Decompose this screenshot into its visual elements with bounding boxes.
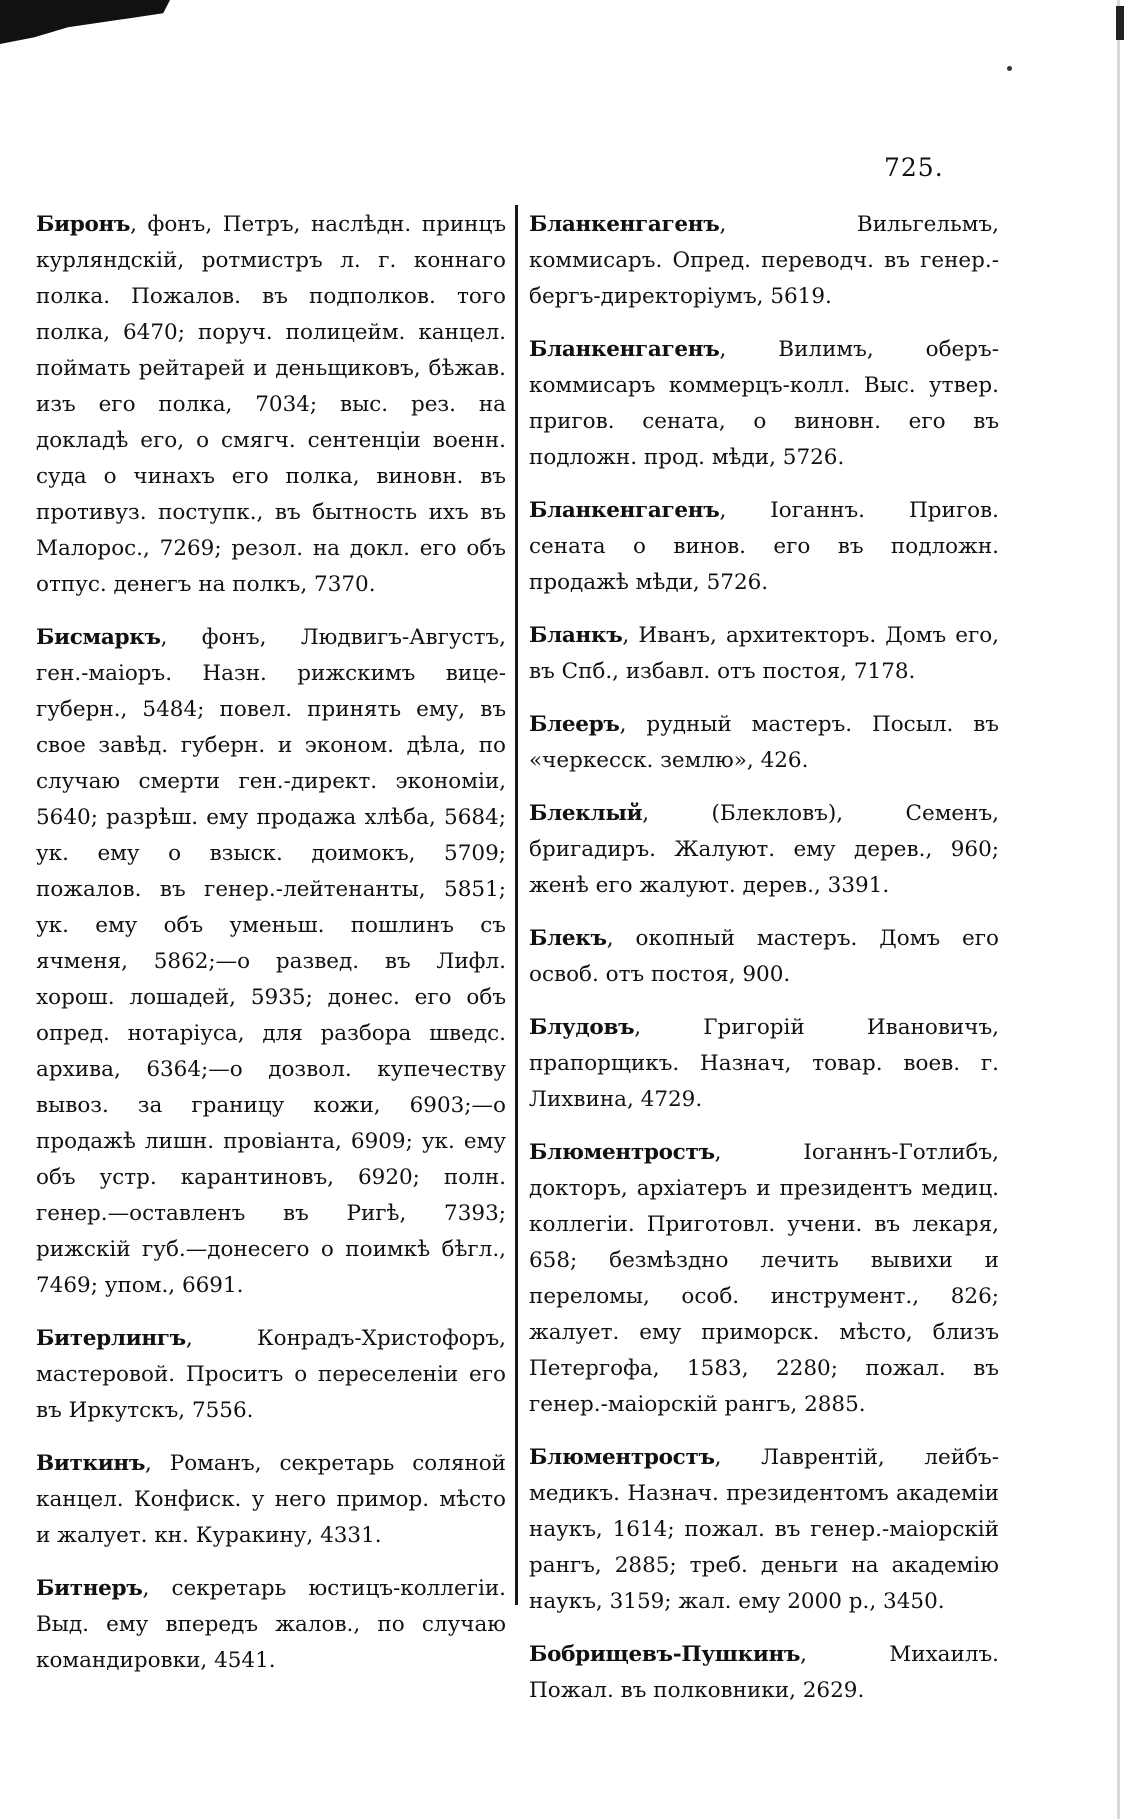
entry-text: , Григорій Ивановичъ, прапорщикъ. Назнач, товар. воев. г. Лихвина, 4729. [529, 1015, 999, 1112]
index-entry [529, 1637, 999, 1709]
index-entry [36, 1571, 506, 1679]
entry-text: , Иванъ, архитекторъ. Домъ его, въ Спб., избавл. отъ постоя, 7178. [529, 623, 999, 684]
edge-dot [1007, 66, 1012, 71]
entry-text: , Іоганнъ-Готлибъ, докторъ, архіатеръ и президентъ медиц. коллегіи. Приготовл. учени. въ лекаря, 658; безмѣздно лечить вывихи и переломы, особ. инструмент., 826; жалует. ему приморск. мѣсто, близъ Петергофа, 1583, 2280; пожал. въ генер.-маіорскій рангъ, 2885. [529, 1140, 999, 1417]
entry-name: Бланкъ [529, 623, 623, 648]
entry-text: , Михаилъ. Пожал. въ полковники, 2629. [529, 1642, 999, 1703]
entry-name: Битнеръ [36, 1576, 143, 1601]
entry-text: , Вильгельмъ, коммисаръ. Опред. переводч. въ генер.-бергъ-директоріумъ, 5619. [529, 212, 999, 309]
page-number: 725. [884, 153, 944, 182]
index-entry [36, 1321, 506, 1429]
entry-name: Биронъ [36, 212, 131, 237]
entry-text: , Іоганнъ. Пригов. сената о винов. его въ подложн. продажѣ мѣди, 5726. [529, 498, 999, 595]
entry-text: , Конрадъ-Христофоръ, мастеровой. Проситъ о переселеніи его въ Иркутскъ, 7556. [36, 1326, 506, 1423]
entry-name: Блекъ [529, 926, 607, 951]
entry-text: , (Блекловъ), Семенъ, бригадиръ. Жалуют. ему дерев., 960; женѣ его жалуют. дерев., 3391. [529, 801, 999, 898]
index-entry [529, 618, 999, 690]
entry-name: Блеклый [529, 801, 643, 826]
entry-name: Бисмаркъ [36, 625, 161, 650]
index-entry [36, 620, 506, 1304]
index-entry [529, 707, 999, 779]
index-entry [36, 1446, 506, 1554]
entry-text: , Вилимъ, оберъ-коммисаръ коммерцъ-колл. Выс. утвер. пригов. сената, о виновн. его въ подложн. прод. мѣди, 5726. [529, 337, 999, 470]
index-entry [529, 493, 999, 601]
entry-text: , фонъ, Людвигъ-Августъ, ген.-маіоръ. Назн. рижскимъ вице-губерн., 5484; повел. принять ему, въ свое завѣд. губерн. и эконом. дѣла, по случаю смерти ген.-директ. экономіи, 5640; разрѣш. ему продажа хлѣба, 5684; ук. ему о взыск. доимокъ, 5709; пожалов. въ генер.-лейтенанты, 5851; ук. ему объ уменьш. пошлинъ съ ячменя, 5862;—о развед. въ Лифл. хорош. лошадей, 5935; донес. его объ опред. нотаріуса, для разбора шведс. архива, 6364;—о дозвол. купечеству вывоз. за границу кожи, 6903;—о продажѣ лишн. провіанта, 6909; ук. ему объ устр. карантиновъ, 6920; полн. генер.—оставленъ въ Ригѣ, 7393; рижскій губ.—донесего о поимкѣ бѣгл., 7469; упом., 6691. [36, 625, 506, 1298]
entry-text: , окопный мастеръ. Домъ его освоб. отъ постоя, 900. [529, 926, 999, 987]
column-divider [515, 205, 518, 1605]
edge-mark [1116, 6, 1124, 40]
right-column [529, 207, 999, 1726]
entry-text: , Лаврентій, лейбъ-медикъ. Назнач. президентомъ академіи наукъ, 1614; пожал. въ генер.-маіорскій рангъ, 2885; треб. деньги на академію наукъ, 3159; жал. ему 2000 р., 3450. [529, 1445, 999, 1614]
entry-name: Блюментростъ [529, 1445, 715, 1470]
entry-name: Бланкенгагенъ [529, 498, 720, 523]
entry-name: Бобрищевъ-Пушкинъ [529, 1642, 801, 1667]
entry-text: , секретарь юстицъ-коллегіи. Выд. ему впередъ жалов., по случаю командировки, 4541. [36, 1576, 506, 1673]
page-edge [1117, 0, 1120, 1819]
entry-text: , фонъ, Петръ, наслѣдн. принцъ курляндскій, ротмистръ л. г. коннаго полка. Пожалов. въ подполков. того полка, 6470; поруч. полицейм. канцел. поймать рейтарей и деньщиковъ, бѣжав. изъ его полка, 7034; выс. рез. на докладѣ его, о смягч. сентенціи военн. суда о чинахъ его полка, виновн. въ противуз. поступк., въ бытность ихъ въ Малорос., 7269; резол. на докл. его объ отпус. денегъ на полкъ, 7370. [36, 212, 506, 597]
scan-smudge [0, 0, 170, 44]
entry-name: Бланкенгагенъ [529, 212, 720, 237]
index-entry [529, 207, 999, 315]
entry-name: Виткинъ [36, 1451, 146, 1476]
left-column [36, 207, 506, 1696]
entry-name: Бланкенгагенъ [529, 337, 720, 362]
entry-text: , рудный мастеръ. Посыл. въ «черкесск. землю», 426. [529, 712, 999, 773]
index-entry [529, 332, 999, 476]
index-entry [529, 1440, 999, 1620]
index-entry [529, 796, 999, 904]
entry-name: Блееръ [529, 712, 620, 737]
index-entry [529, 921, 999, 993]
index-entry [529, 1010, 999, 1118]
index-entry [529, 1135, 999, 1423]
entry-text: , Романъ, секретарь соляной канцел. Конфиск. у него примор. мѣсто и жалует. кн. Куракину, 4331. [36, 1451, 506, 1548]
entry-name: Блудовъ [529, 1015, 635, 1040]
entry-name: Блюментростъ [529, 1140, 715, 1165]
index-entry [36, 207, 506, 603]
entry-name: Битерлингъ [36, 1326, 186, 1351]
